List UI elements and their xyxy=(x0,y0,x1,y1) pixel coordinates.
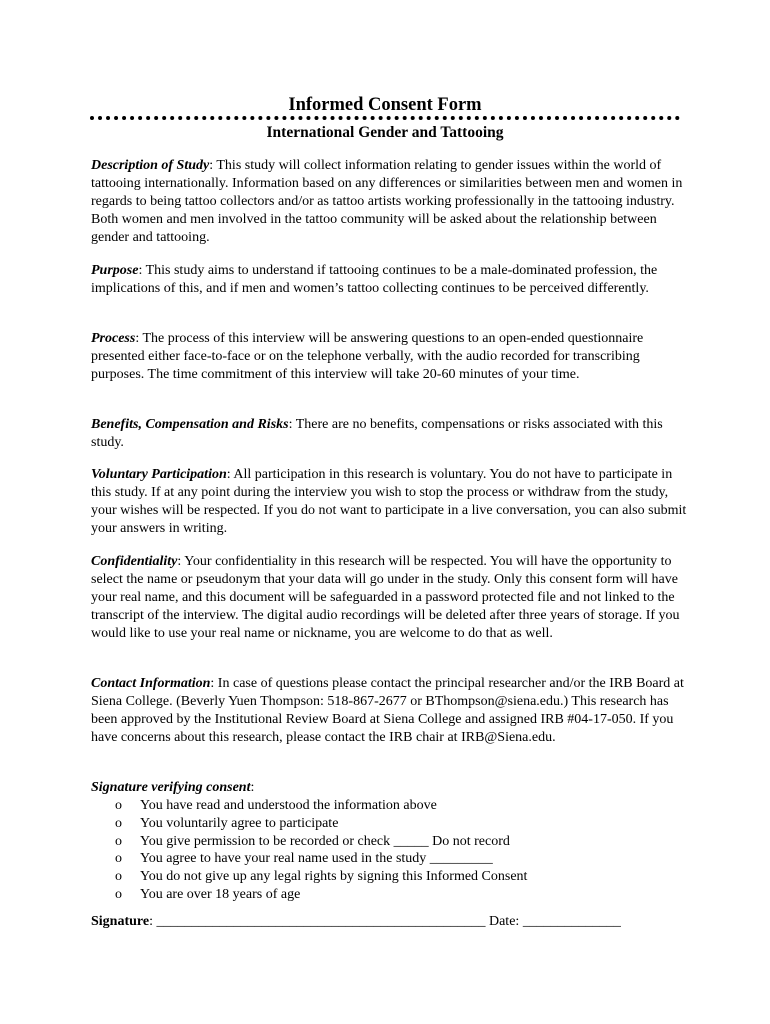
section-voluntary-participation xyxy=(91,466,691,538)
list-item-text: You voluntarily agree to participate xyxy=(140,815,339,831)
list-item xyxy=(91,815,691,833)
section-process xyxy=(91,330,691,384)
bullet-icon: o xyxy=(115,798,122,813)
section-text: : Your confidentiality in this research will be respected. You will have the opportunity to select the name or pseudonym that your data will go under in the study. Only this consent form will have your real name, and this document will be safeguarded in a password protected file and not linked to the transcript of the interview. The digital audio recordings will be deleted after three years of storage. If you would like to use your real name or nickname, you are welcome to do that as well. xyxy=(91,554,680,641)
section-label: Contact Information xyxy=(91,676,211,691)
form-title: Informed Consent Form xyxy=(288,95,482,115)
section-text: : There are no benefits, compensations or risks associated with this study. xyxy=(91,417,663,450)
section-text: : This study will collect information relating to gender issues within the world of tattooing internationally. Information based on any differences or similarities between men and women in regards to being tattoo collectors and/or as tattoo artists working professionally in the tattooing industry. Both women and men involved in the tattoo community will be asked about the relationship between gender and tattooing. xyxy=(91,158,683,245)
section-text: : This study aims to understand if tattooing continues to be a male-dominated profession, the implications of this, and if men and women’s tattoo collecting continues to be perceived differently. xyxy=(91,263,658,296)
list-item xyxy=(91,850,691,868)
bullet-icon: o xyxy=(115,851,122,867)
list-item-text: You give permission to be recorded or check _____ Do not record xyxy=(140,833,510,849)
list-item-text: You are over 18 years of age xyxy=(140,886,301,902)
date-label: Date: xyxy=(485,914,523,929)
section-text: : The process of this interview will be answering questions to an open-ended questionnaire presented either face-to-face or on the telephone verbally, with the audio recorded for transcribing purposes. The time commitment of this interview will take 20-60 minutes of your time. xyxy=(91,331,644,382)
list-item xyxy=(91,797,691,815)
section-benefits-compensation-risks xyxy=(91,416,691,452)
signature-label: Signature xyxy=(91,914,150,929)
signature-colon: : xyxy=(149,914,157,929)
section-description-of-study xyxy=(91,157,691,247)
list-item-text: You agree to have your real name used in the study _________ xyxy=(140,851,493,867)
section-purpose xyxy=(91,262,691,298)
signature-row xyxy=(91,913,691,931)
bullet-icon: o xyxy=(115,886,122,902)
bullet-icon: o xyxy=(115,869,122,885)
section-label: Confidentiality xyxy=(91,554,178,569)
list-item-text: You have read and understood the information above xyxy=(140,798,437,813)
section-label: Purpose xyxy=(91,263,139,278)
consent-checklist xyxy=(91,797,691,904)
section-text: : All participation in this research is voluntary. You do not have to participate in this study. If at any point during the interview you wish to stop the process or withdraw from the study, your wishes will be respected. If you do not want to participate in a live conversation, you can also submit your answers in writing. xyxy=(91,467,687,536)
list-item-text: You do not give up any legal rights by signing this Informed Consent xyxy=(140,869,528,885)
section-signature-verifying-consent xyxy=(91,779,691,797)
bullet-icon: o xyxy=(115,815,122,831)
section-label: Voluntary Participation xyxy=(91,467,227,482)
section-label: Signature verifying consent xyxy=(91,780,251,795)
date-field[interactable]: ______________ xyxy=(522,914,621,929)
section-label: Benefits, Compensation and Risks xyxy=(91,417,289,432)
bullet-icon: o xyxy=(115,833,122,849)
section-label: Process xyxy=(91,331,136,346)
section-contact-information xyxy=(91,675,691,747)
list-item xyxy=(91,868,691,886)
signature-field[interactable]: _______________________________________________ xyxy=(156,914,486,929)
dotted-divider xyxy=(90,116,680,120)
list-item xyxy=(91,886,691,904)
list-item xyxy=(91,833,691,851)
section-label: Description of Study xyxy=(91,158,210,173)
section-text: : xyxy=(250,780,255,795)
section-text: : In case of questions please contact the principal researcher and/or the IRB Board at Siena College. (Beverly Yuen Thompson: 518-867-2677 or BThompson@siena.edu.) This research has been approved by the Institutional Review Board at Siena College and assigned IRB #04-17-050. If you have concerns about this research, please contact the IRB chair at IRB@Siena.edu. xyxy=(91,676,684,745)
section-confidentiality xyxy=(91,553,691,643)
form-subtitle: International Gender and Tattooing xyxy=(266,124,504,141)
